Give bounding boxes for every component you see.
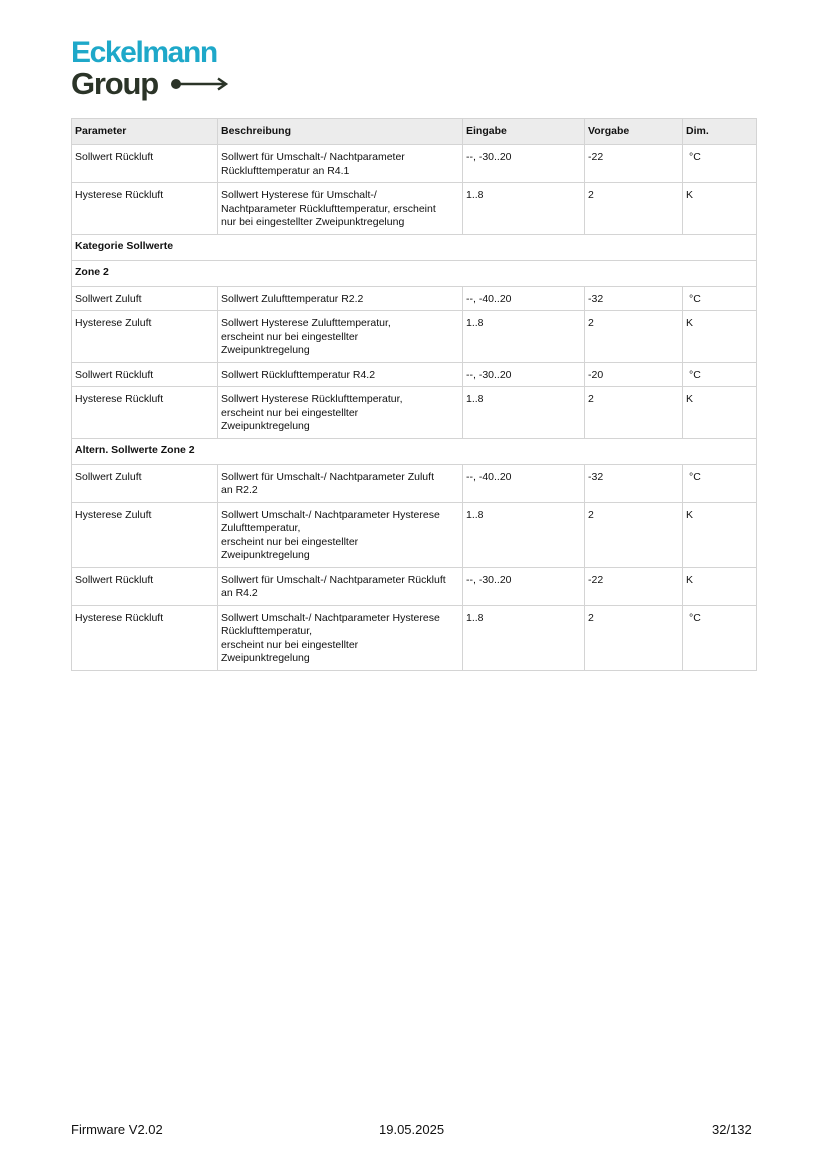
- cell-vorgabe: 2: [585, 183, 683, 235]
- cell-dim: K: [683, 311, 757, 363]
- eckelmann-logo: [71, 37, 241, 103]
- cell-parameter: Hysterese Zuluft: [72, 502, 218, 567]
- column-header-parameter: Parameter: [72, 119, 218, 145]
- table-header-row: [72, 119, 757, 145]
- footer-date: 19.05.2025: [379, 1122, 445, 1137]
- cell-vorgabe: -22: [585, 145, 683, 183]
- category-label: Kategorie Sollwerte: [72, 234, 757, 260]
- table-row: [72, 605, 757, 670]
- cell-beschreibung: Sollwert für Umschalt-/ Nachtparameter Rückluft an R4.2: [218, 567, 463, 605]
- cell-vorgabe: -20: [585, 362, 683, 387]
- cell-parameter: Sollwert Rückluft: [72, 567, 218, 605]
- table-body: [72, 145, 757, 671]
- column-header-dim: Dim.: [683, 119, 757, 145]
- cell-parameter: Hysterese Zuluft: [72, 311, 218, 363]
- cell-vorgabe: 2: [585, 502, 683, 567]
- cell-eingabe: 1..8: [463, 311, 585, 363]
- cell-eingabe: --, -30..20: [463, 362, 585, 387]
- cell-dim: K: [683, 502, 757, 567]
- table-row: [72, 183, 757, 235]
- cell-beschreibung: Sollwert Umschalt-/ Nachtparameter Hysterese Rücklufttemperatur, erscheint nur bei eingestellter Zweipunktregelung: [218, 605, 463, 670]
- category-label: Altern. Sollwerte Zone 2: [72, 438, 757, 464]
- table-row: [72, 387, 757, 439]
- cell-eingabe: --, -40..20: [463, 464, 585, 502]
- cell-vorgabe: -32: [585, 464, 683, 502]
- cell-parameter: Sollwert Zuluft: [72, 464, 218, 502]
- cell-parameter: Hysterese Rückluft: [72, 183, 218, 235]
- cell-vorgabe: 2: [585, 311, 683, 363]
- cell-eingabe: 1..8: [463, 502, 585, 567]
- column-header-beschreibung: Beschreibung: [218, 119, 463, 145]
- cell-beschreibung: Sollwert Hysterese für Umschalt-/ Nachtparameter Rücklufttemperatur, erscheint nur bei eingestellter Zweipunktregelung: [218, 183, 463, 235]
- cell-dim: °C: [683, 362, 757, 387]
- arrow-right-icon: [170, 77, 230, 91]
- cell-vorgabe: -32: [585, 286, 683, 311]
- cell-beschreibung: Sollwert Zulufttemperatur R2.2: [218, 286, 463, 311]
- cell-parameter: Hysterese Rückluft: [72, 605, 218, 670]
- cell-vorgabe: 2: [585, 605, 683, 670]
- cell-dim: K: [683, 183, 757, 235]
- cell-beschreibung: Sollwert Rücklufttemperatur R4.2: [218, 362, 463, 387]
- category-row: [72, 438, 757, 464]
- parameter-table: [71, 118, 757, 671]
- table-row: [72, 464, 757, 502]
- category-row: [72, 260, 757, 286]
- column-header-vorgabe: Vorgabe: [585, 119, 683, 145]
- footer-page-number: 32/132: [712, 1122, 752, 1137]
- cell-eingabe: --, -30..20: [463, 567, 585, 605]
- logo-wordmark-top: Eckelmann: [71, 36, 217, 69]
- cell-parameter: Sollwert Zuluft: [72, 286, 218, 311]
- cell-eingabe: 1..8: [463, 183, 585, 235]
- cell-dim: K: [683, 387, 757, 439]
- cell-parameter: Sollwert Rückluft: [72, 145, 218, 183]
- cell-eingabe: 1..8: [463, 387, 585, 439]
- cell-eingabe: 1..8: [463, 605, 585, 670]
- cell-beschreibung: Sollwert für Umschalt-/ Nachtparameter Rücklufttemperatur an R4.1: [218, 145, 463, 183]
- cell-beschreibung: Sollwert Hysterese Zulufttemperatur, erscheint nur bei eingestellter Zweipunktregelung: [218, 311, 463, 363]
- cell-beschreibung: Sollwert Umschalt-/ Nachtparameter Hysterese Zulufttemperatur, erscheint nur bei eingestellter Zweipunktregelung: [218, 502, 463, 567]
- cell-dim: °C: [683, 464, 757, 502]
- table-row: [72, 286, 757, 311]
- table-row: [72, 567, 757, 605]
- table-row: [72, 311, 757, 363]
- cell-eingabe: --, -40..20: [463, 286, 585, 311]
- table-row: [72, 362, 757, 387]
- cell-parameter: Sollwert Rückluft: [72, 362, 218, 387]
- table-row: [72, 502, 757, 567]
- table-row: [72, 145, 757, 183]
- cell-beschreibung: Sollwert Hysterese Rücklufttemperatur, erscheint nur bei eingestellter Zweipunktregelung: [218, 387, 463, 439]
- cell-dim: K: [683, 567, 757, 605]
- category-row: [72, 234, 757, 260]
- cell-parameter: Hysterese Rückluft: [72, 387, 218, 439]
- logo-wordmark-bottom: Group: [71, 66, 158, 101]
- cell-dim: °C: [683, 605, 757, 670]
- cell-dim: °C: [683, 286, 757, 311]
- cell-vorgabe: -22: [585, 567, 683, 605]
- column-header-eingabe: Eingabe: [463, 119, 585, 145]
- cell-dim: °C: [683, 145, 757, 183]
- cell-beschreibung: Sollwert für Umschalt-/ Nachtparameter Zuluft an R2.2: [218, 464, 463, 502]
- cell-vorgabe: 2: [585, 387, 683, 439]
- footer-firmware: Firmware V2.02: [71, 1122, 163, 1137]
- category-label: Zone 2: [72, 260, 757, 286]
- cell-eingabe: --, -30..20: [463, 145, 585, 183]
